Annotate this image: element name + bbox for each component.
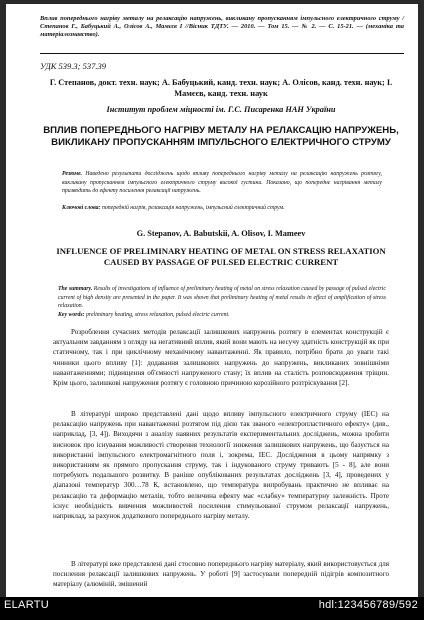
paper-title-en: INFLUENCE OF PRELIMINARY HEATING OF METAL ON STRESS RELAXATION CAUSED BY PASSAGE OF PULSED ELECTRIC CURRENT (56, 246, 386, 267)
keywords-en-label: Key words: (58, 312, 85, 318)
body-paragraph: Розроблення сучасних методів релаксації залишкових напружень розтягу в елементах конструкцій є актуальним завданням з огляду на негативний вплив, який вони мають на несучу здатність конструкцій як при статичному, так і при циклічному механічному навантаженні. Як правило, потрібно брати до уваги такі чинники цього впливу [1]: додавання залишкових напружень до напружень, викликаних зовнішніми навантаженнями; підвищення об'ємності напруженого стану; їх вплив на сталість розповсюдження тріщин. Крім цього, залишкові напруження розтягу є головною причиною корозійного розтріскування [2]. (53, 328, 389, 388)
keywords-ua (62, 204, 382, 213)
handle-identifier[interactable]: hdl:123456789/592 (318, 599, 418, 611)
body-paragraph: В літературі вже представлені дані стосовно попереднього нагріву матеріалу, який використовується для посилення релаксації залишкових напружень. У роботі [9] застосували попередній підігрів композитного матеріалу (алюміній, змішений (53, 560, 389, 589)
paper-title-ua: ВПЛИВ ПОПЕРЕДНЬОГО НАГРІВУ МЕТАЛУ НА РЕЛАКСАЦІЮ НАПРУЖЕНЬ, ВИКЛИКАНУ ПРОПУСКАННЯМ ІМПУЛЬСНОГО ЕЛЕКТРИЧНОГО СТРУМУ (43, 125, 399, 148)
abstract-en-label: The summary. (58, 286, 93, 292)
abstract-en-text: Results of investigations of influence of preliminary heating of metal on stress relaxation caused by passage of pulsed electric current of high density are presented in the paper. It was shown that preliminary heating of metal results in effect of amplification of stress relaxation. (58, 286, 386, 310)
body-paragraph: В літературі широко представлені дані щодо впливу імпульсного електричного струму (ІЕС) на релаксацію напружень при навантаженні розтягом під дією так званого «електропластичного ефекту» (див., наприклад, [3, 4]). Виходячи з аналізу наявних результатів експериментальних досліджень, можна зробити висновок про існування можливості створення технології зниження залишкових напружень, що базується на використанні імпульсного електромагнітного поля і, зокрема, ІЕС. Дослідження в цьому напрямку з використанням як прямого пропускання струму, так і індукованого струму тривають [5 - 8], але вони потребують подальшого розвитку. В раніше опублікованих результатах досліджень [3, 4], проведених у діапазоні температур 300…78 К, встановлено, що температура випробувань практично не впливає на релаксацію та деформацію металів, тобто величина ефекту має «слабку» температурну залежність. Проте існує необхідність вивчення можливостей посилення стимульованої струмом релаксації напружень, наприклад, за рахунок додаткового попереднього нагріву металу. (53, 410, 389, 521)
institute-ua: Інститут проблем міцності ім. Г.С. Писаренка НАН України (106, 105, 336, 114)
keywords-ua-label: Ключові слова: (62, 205, 101, 211)
keywords-en (58, 311, 386, 320)
authors-ua: Г. Степанов, докт. техн. наук; А. Бабуцький, канд. техн. наук; А. Олісов, канд. техн. наук; І. Мамєєв, канд. техн. наук (49, 78, 393, 98)
authors-en: G. Stepanov, A. Babutskii, A. Olisov, I. Mameev (136, 229, 306, 238)
repository-name: ELARTU (4, 599, 49, 611)
abstract-ua-label: Резюме. (62, 171, 83, 177)
keywords-en-text: preliminary heating, stress relaxation, pulsed electric current. (86, 312, 230, 318)
abstract-en (58, 285, 386, 311)
paper-page (6, 4, 418, 597)
abstract-ua-text: Наведено результати досліджень щодо впливу попереднього нагріву металу на релаксацію напружень розтягу, викликану пропусканням імпульсного електричного струму високої густини. Показано, що попереднє нагрівання металу призводить до ефекту посилення релаксації напружень. (62, 171, 382, 195)
citation-header: Вплив попереднього нагріву металу на релаксацію напружень, викликану пропусканням імпульсного електричного струму / Степанов Г., Бабуцький А., Олісов А., Мамєєв І //Вісник ТДТУ. — 2010. — Том 15. — № 2. — С. 15-21. — (механіка та матеріалознавство). (40, 15, 404, 39)
udk-code: УДК 539.3; 537.39 (40, 61, 107, 71)
keywords-ua-text: попередній нагрів, релаксація напружень, імпульсний електричний струм. (101, 205, 285, 211)
header-divider (40, 53, 404, 54)
abstract-ua (62, 170, 382, 196)
